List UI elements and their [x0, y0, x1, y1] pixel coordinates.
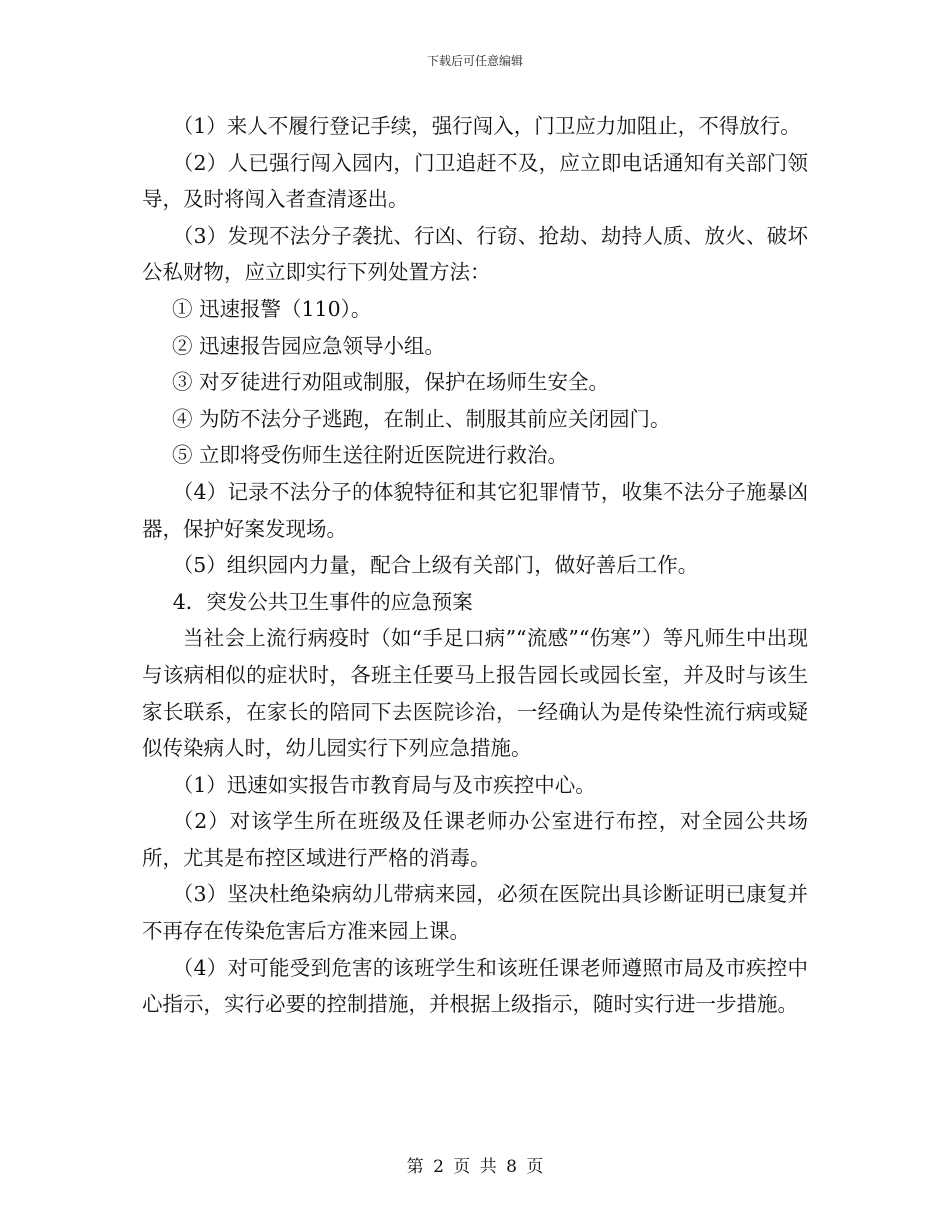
paragraph-item-5: （5）组织园内力量，配合上级有关部门，做好善后工作。 — [172, 553, 699, 578]
paragraph-item-2: （2）人已强行闯入园内，门卫追赶不及，应立即电话通知有关部门领导，及时将闯入者查清逐出。 — [142, 150, 808, 212]
section-heading: 4．突发公共卫生事件的应急预案 — [172, 589, 473, 614]
document-body — [142, 108, 808, 1023]
paragraph-item-1: （1）来人不履行登记手续，强行闯入，门卫应力加阻止，不得放行。 — [172, 114, 801, 138]
paragraph-body: 当社会上流行病疫时（如“手足口病”“流感”“伤寒”）等凡师生中出现与该病相似的症状时，各班主任要马上报告园长或园长室，并及时与该生家长联系，在家长的陪同下去医院诊治，一经确认为是传染性流行病或疑似传染病人时，幼儿园实行下列应急措施。 — [142, 626, 808, 761]
paragraph-measure-4: （4）对可能受到危害的该班学生和该班任课老师遵照市局及市疾控中心指示，实行必要的控制措施，并根据上级指示，随时实行进一步措施。 — [142, 955, 808, 1017]
paragraph-measure-1: （1）迅速如实报告市教育局与及市疾控中心。 — [172, 772, 596, 797]
list-item-circled-4: ④ 为防不法分子逃跑，在制止、制服其前应关闭园门。 — [172, 406, 671, 431]
paragraph-measure-3: （3）坚决杜绝染病幼儿带病来园，必须在医院出具诊断证明已康复并不再存在传染危害后方准来园上课。 — [142, 882, 808, 944]
list-item-circled-1: ① 迅速报警（110）。 — [172, 296, 372, 321]
paragraph-item-4: （4）记录不法分子的体貌特征和其它犯罪情节，收集不法分子施暴凶器，保护好案发现场。 — [142, 479, 808, 541]
page-header-note: 下载后可任意编辑 — [426, 54, 523, 68]
paragraph-item-3: （3）发现不法分子袭扰、行凶、行窃、抢劫、劫持人质、放火、破坏公私财物，应立即实行下列处置方法： — [142, 223, 808, 285]
list-item-circled-3: ③ 对歹徒进行劝阻或制服，保护在场师生安全。 — [172, 370, 610, 395]
paragraph-measure-2: （2）对该学生所在班级及任课老师办公室进行布控，对全园公共场所，尤其是布控区域进行严格的消毒。 — [142, 809, 808, 870]
page-number-footer: 第 2 页 共 8 页 — [406, 1157, 544, 1177]
list-item-circled-5: ⑤ 立即将受伤师生送往附近医院进行救治。 — [172, 443, 569, 468]
list-item-circled-2: ② 迅速报告园应急领导小组。 — [172, 333, 446, 358]
